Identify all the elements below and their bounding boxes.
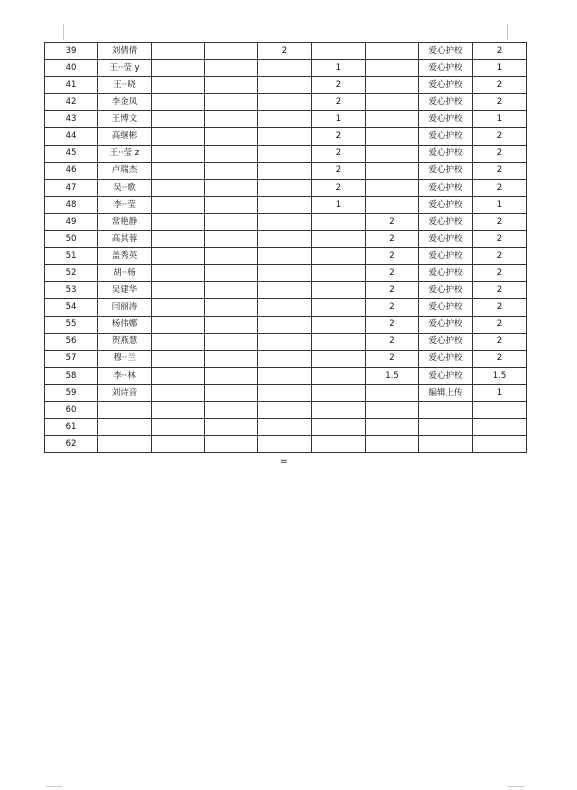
- blank-cell-1: [152, 128, 205, 145]
- table-row: [45, 367, 527, 384]
- table-row: [45, 60, 527, 77]
- blank-cell-2: [205, 367, 258, 384]
- hours-col-b-cell: 1: [312, 196, 366, 213]
- blank-cell-1: [152, 213, 205, 230]
- blank-cell-1: [152, 43, 205, 60]
- hours-col-b-cell: 2: [312, 179, 366, 196]
- hours-col-a-cell: [258, 282, 312, 299]
- hours-col-a-cell: [258, 401, 312, 418]
- activity-cell: 爱心护校: [419, 299, 473, 316]
- activity-cell: 编辑上传: [419, 384, 473, 401]
- page-marker: =: [280, 457, 288, 467]
- hours-col-b-cell: [312, 401, 366, 418]
- row-number-cell: 44: [45, 128, 98, 145]
- total-hours-cell: [473, 401, 527, 418]
- blank-cell-1: [152, 196, 205, 213]
- name-cell: 李··林: [98, 367, 152, 384]
- row-number-cell: 45: [45, 145, 98, 162]
- hours-col-c-cell: [366, 179, 419, 196]
- blank-cell-1: [152, 265, 205, 282]
- hours-col-b-cell: [312, 436, 366, 453]
- table-row: [45, 77, 527, 94]
- hours-col-a-cell: [258, 196, 312, 213]
- hours-col-c-cell: 2: [366, 299, 419, 316]
- table-row: [45, 316, 527, 333]
- hours-col-c-cell: 2: [366, 333, 419, 350]
- row-number-cell: 48: [45, 196, 98, 213]
- activity-cell: [419, 436, 473, 453]
- hours-col-a-cell: [258, 162, 312, 179]
- hours-col-a-cell: [258, 265, 312, 282]
- hours-col-c-cell: 2: [366, 213, 419, 230]
- blank-cell-2: [205, 265, 258, 282]
- table-row: [45, 162, 527, 179]
- hours-col-b-cell: 2: [312, 128, 366, 145]
- name-cell: 李··莹: [98, 196, 152, 213]
- row-number-cell: 40: [45, 60, 98, 77]
- hours-col-a-cell: [258, 111, 312, 128]
- table-row: [45, 333, 527, 350]
- activity-cell: 爱心护校: [419, 43, 473, 60]
- table-row: [45, 145, 527, 162]
- name-cell: 吴建华: [98, 282, 152, 299]
- blank-cell-2: [205, 111, 258, 128]
- hours-col-b-cell: [312, 248, 366, 265]
- hours-col-c-cell: 2: [366, 350, 419, 367]
- blank-cell-2: [205, 419, 258, 436]
- activity-cell: 爱心护校: [419, 213, 473, 230]
- total-hours-cell: 2: [473, 43, 527, 60]
- hours-col-c-cell: [366, 436, 419, 453]
- name-cell: [98, 436, 152, 453]
- hours-col-b-cell: [312, 333, 366, 350]
- activity-cell: 爱心护校: [419, 111, 473, 128]
- name-cell: 杨伟娜: [98, 316, 152, 333]
- blank-cell-2: [205, 401, 258, 418]
- row-number-cell: 60: [45, 401, 98, 418]
- hours-col-c-cell: [366, 60, 419, 77]
- blank-cell-2: [205, 196, 258, 213]
- blank-cell-2: [205, 128, 258, 145]
- blank-cell-1: [152, 179, 205, 196]
- blank-cell-1: [152, 316, 205, 333]
- hours-col-b-cell: [312, 282, 366, 299]
- activity-cell: 爱心护校: [419, 128, 473, 145]
- activity-cell: [419, 401, 473, 418]
- blank-cell-2: [205, 350, 258, 367]
- name-cell: 胡··杨: [98, 265, 152, 282]
- hours-col-c-cell: 2: [366, 316, 419, 333]
- blank-cell-1: [152, 231, 205, 248]
- total-hours-cell: 2: [473, 179, 527, 196]
- hours-col-c-cell: [366, 419, 419, 436]
- hours-col-b-cell: [312, 384, 366, 401]
- row-number-cell: 57: [45, 350, 98, 367]
- activity-cell: 爱心护校: [419, 162, 473, 179]
- blank-cell-2: [205, 60, 258, 77]
- total-hours-cell: 2: [473, 333, 527, 350]
- activity-cell: 爱心护校: [419, 316, 473, 333]
- hours-col-c-cell: [366, 43, 419, 60]
- total-hours-cell: 2: [473, 316, 527, 333]
- table-row: [45, 384, 527, 401]
- name-cell: [98, 419, 152, 436]
- hours-col-b-cell: [312, 419, 366, 436]
- name-cell: 盖秀英: [98, 248, 152, 265]
- total-hours-cell: 2: [473, 299, 527, 316]
- table-row: [45, 401, 527, 418]
- activity-cell: 爱心护校: [419, 231, 473, 248]
- blank-cell-1: [152, 401, 205, 418]
- name-cell: [98, 401, 152, 418]
- hours-col-a-cell: 2: [258, 43, 312, 60]
- hours-col-c-cell: [366, 162, 419, 179]
- hours-col-a-cell: [258, 231, 312, 248]
- hours-col-b-cell: [312, 367, 366, 384]
- hours-col-a-cell: [258, 299, 312, 316]
- activity-cell: 爱心护校: [419, 196, 473, 213]
- blank-cell-2: [205, 94, 258, 111]
- blank-cell-1: [152, 299, 205, 316]
- hours-col-b-cell: [312, 299, 366, 316]
- activity-cell: 爱心护校: [419, 94, 473, 111]
- blank-cell-1: [152, 436, 205, 453]
- total-hours-cell: 1.5: [473, 367, 527, 384]
- hours-col-c-cell: [366, 401, 419, 418]
- activity-cell: 爱心护校: [419, 333, 473, 350]
- hours-col-b-cell: 2: [312, 145, 366, 162]
- name-cell: 穆··兰: [98, 350, 152, 367]
- blank-cell-1: [152, 282, 205, 299]
- hours-col-b-cell: [312, 350, 366, 367]
- hours-col-c-cell: [366, 111, 419, 128]
- row-number-cell: 56: [45, 333, 98, 350]
- hours-col-c-cell: [366, 145, 419, 162]
- hours-col-b-cell: 2: [312, 77, 366, 94]
- hours-col-b-cell: [312, 265, 366, 282]
- crop-mark-bottom-right: [508, 786, 524, 787]
- name-cell: 王··晓: [98, 77, 152, 94]
- row-number-cell: 50: [45, 231, 98, 248]
- name-cell: 高继彬: [98, 128, 152, 145]
- activity-cell: 爱心护校: [419, 60, 473, 77]
- hours-col-b-cell: [312, 316, 366, 333]
- hours-col-a-cell: [258, 419, 312, 436]
- hours-col-c-cell: 2: [366, 282, 419, 299]
- hours-col-a-cell: [258, 367, 312, 384]
- activity-cell: 爱心护校: [419, 145, 473, 162]
- total-hours-cell: 2: [473, 350, 527, 367]
- blank-cell-1: [152, 77, 205, 94]
- activity-cell: 爱心护校: [419, 77, 473, 94]
- activity-cell: 爱心护校: [419, 367, 473, 384]
- crop-mark-top-left: [63, 24, 64, 40]
- hours-col-a-cell: [258, 350, 312, 367]
- name-cell: 刘诗音: [98, 384, 152, 401]
- total-hours-cell: 2: [473, 248, 527, 265]
- crop-mark-bottom-left: [46, 786, 62, 787]
- blank-cell-1: [152, 384, 205, 401]
- blank-cell-1: [152, 350, 205, 367]
- table-row: [45, 94, 527, 111]
- hours-col-a-cell: [258, 248, 312, 265]
- hours-col-a-cell: [258, 94, 312, 111]
- blank-cell-2: [205, 43, 258, 60]
- row-number-cell: 55: [45, 316, 98, 333]
- row-number-cell: 39: [45, 43, 98, 60]
- hours-col-a-cell: [258, 60, 312, 77]
- hours-col-c-cell: 2: [366, 231, 419, 248]
- blank-cell-2: [205, 282, 258, 299]
- activity-cell: 爱心护校: [419, 265, 473, 282]
- crop-mark-top-right: [507, 24, 508, 40]
- blank-cell-1: [152, 333, 205, 350]
- row-number-cell: 46: [45, 162, 98, 179]
- blank-cell-2: [205, 213, 258, 230]
- row-number-cell: 58: [45, 367, 98, 384]
- total-hours-cell: 1: [473, 196, 527, 213]
- hours-col-a-cell: [258, 316, 312, 333]
- blank-cell-1: [152, 248, 205, 265]
- row-number-cell: 47: [45, 179, 98, 196]
- name-cell: 高其蓉: [98, 231, 152, 248]
- row-number-cell: 51: [45, 248, 98, 265]
- blank-cell-2: [205, 145, 258, 162]
- table-row: [45, 350, 527, 367]
- total-hours-cell: 1: [473, 60, 527, 77]
- hours-col-a-cell: [258, 333, 312, 350]
- hours-col-c-cell: [366, 128, 419, 145]
- name-cell: 王博文: [98, 111, 152, 128]
- name-cell: 闫丽涛: [98, 299, 152, 316]
- table-row: [45, 248, 527, 265]
- table-row: [45, 128, 527, 145]
- hours-col-a-cell: [258, 436, 312, 453]
- row-number-cell: 62: [45, 436, 98, 453]
- table-row: [45, 213, 527, 230]
- hours-col-c-cell: 1.5: [366, 367, 419, 384]
- hours-col-a-cell: [258, 179, 312, 196]
- total-hours-cell: 2: [473, 282, 527, 299]
- row-number-cell: 52: [45, 265, 98, 282]
- hours-col-a-cell: [258, 77, 312, 94]
- table-row: [45, 196, 527, 213]
- blank-cell-2: [205, 231, 258, 248]
- total-hours-cell: 2: [473, 77, 527, 94]
- blank-cell-1: [152, 94, 205, 111]
- blank-cell-1: [152, 162, 205, 179]
- total-hours-cell: 2: [473, 162, 527, 179]
- blank-cell-2: [205, 248, 258, 265]
- total-hours-cell: 2: [473, 231, 527, 248]
- row-number-cell: 49: [45, 213, 98, 230]
- hours-col-b-cell: 2: [312, 94, 366, 111]
- hours-col-a-cell: [258, 213, 312, 230]
- activity-cell: 爱心护校: [419, 350, 473, 367]
- table-row: [45, 282, 527, 299]
- blank-cell-1: [152, 111, 205, 128]
- activity-cell: [419, 419, 473, 436]
- hours-col-a-cell: [258, 145, 312, 162]
- row-number-cell: 43: [45, 111, 98, 128]
- total-hours-cell: [473, 419, 527, 436]
- row-number-cell: 54: [45, 299, 98, 316]
- hours-col-c-cell: [366, 196, 419, 213]
- hours-col-b-cell: [312, 213, 366, 230]
- name-cell: 贺燕慧: [98, 333, 152, 350]
- table-row: [45, 299, 527, 316]
- hours-col-b-cell: [312, 43, 366, 60]
- blank-cell-1: [152, 60, 205, 77]
- row-number-cell: 41: [45, 77, 98, 94]
- blank-cell-2: [205, 436, 258, 453]
- blank-cell-2: [205, 316, 258, 333]
- name-cell: 李金凤: [98, 94, 152, 111]
- activity-cell: 爱心护校: [419, 248, 473, 265]
- roster-table: [44, 42, 527, 453]
- hours-col-a-cell: [258, 384, 312, 401]
- hours-col-c-cell: [366, 94, 419, 111]
- row-number-cell: 61: [45, 419, 98, 436]
- row-number-cell: 53: [45, 282, 98, 299]
- hours-col-c-cell: [366, 384, 419, 401]
- blank-cell-2: [205, 162, 258, 179]
- hours-col-c-cell: 2: [366, 248, 419, 265]
- hours-col-b-cell: 1: [312, 60, 366, 77]
- blank-cell-1: [152, 367, 205, 384]
- blank-cell-2: [205, 179, 258, 196]
- blank-cell-2: [205, 384, 258, 401]
- total-hours-cell: 2: [473, 265, 527, 282]
- table-row: [45, 111, 527, 128]
- blank-cell-2: [205, 299, 258, 316]
- name-cell: 卢瑞杰: [98, 162, 152, 179]
- total-hours-cell: 1: [473, 111, 527, 128]
- table-row: [45, 419, 527, 436]
- activity-cell: 爱心护校: [419, 282, 473, 299]
- total-hours-cell: 2: [473, 145, 527, 162]
- table-row: [45, 265, 527, 282]
- row-number-cell: 42: [45, 94, 98, 111]
- hours-col-c-cell: 2: [366, 265, 419, 282]
- name-cell: 刘倩倩: [98, 43, 152, 60]
- blank-cell-2: [205, 77, 258, 94]
- row-number-cell: 59: [45, 384, 98, 401]
- total-hours-cell: [473, 436, 527, 453]
- total-hours-cell: 2: [473, 128, 527, 145]
- hours-col-b-cell: 1: [312, 111, 366, 128]
- total-hours-cell: 1: [473, 384, 527, 401]
- name-cell: 吴··歌: [98, 179, 152, 196]
- hours-col-b-cell: [312, 231, 366, 248]
- hours-col-c-cell: [366, 77, 419, 94]
- blank-cell-1: [152, 145, 205, 162]
- table-row: [45, 436, 527, 453]
- name-cell: 常艳静: [98, 213, 152, 230]
- table-row: [45, 231, 527, 248]
- blank-cell-2: [205, 333, 258, 350]
- table-row: [45, 43, 527, 60]
- table-row: [45, 179, 527, 196]
- name-cell: 王··莹 z: [98, 145, 152, 162]
- roster-table-body: [45, 43, 527, 453]
- name-cell: 王··莹 y: [98, 60, 152, 77]
- activity-cell: 爱心护校: [419, 179, 473, 196]
- hours-col-a-cell: [258, 128, 312, 145]
- total-hours-cell: 2: [473, 94, 527, 111]
- blank-cell-1: [152, 419, 205, 436]
- hours-col-b-cell: 2: [312, 162, 366, 179]
- total-hours-cell: 2: [473, 213, 527, 230]
